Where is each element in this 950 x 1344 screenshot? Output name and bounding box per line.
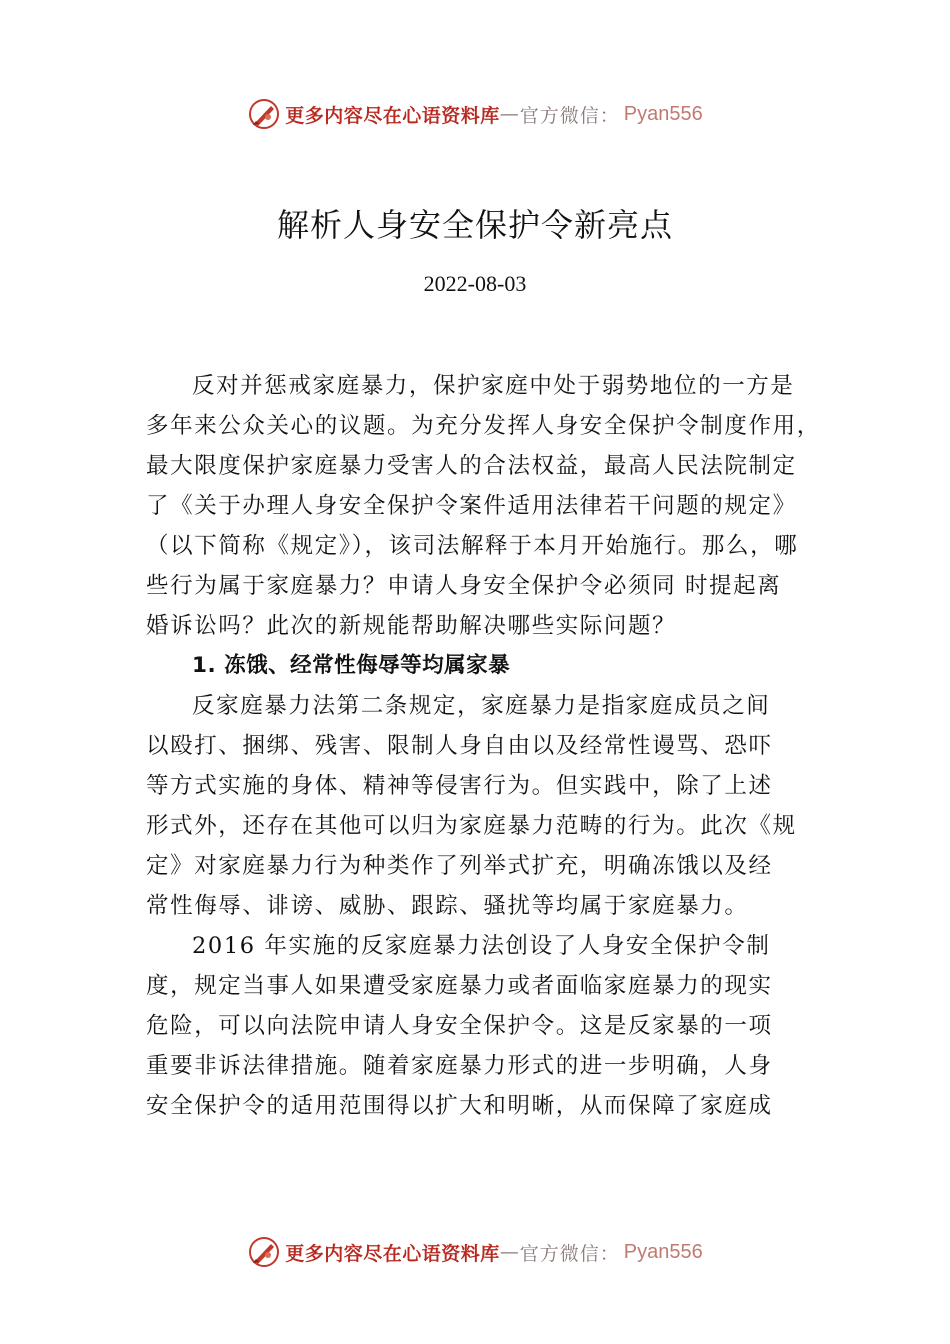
banner-main-text: 更多内容尽在心语资料库 [285, 1242, 500, 1265]
paragraph-line: 常性侮辱、诽谤、威胁、跟踪、骚扰等均属于家庭暴力。 [146, 893, 749, 919]
paragraph-line: 定》对家庭暴力行为种类作了列举式扩充，明确冻饿以及经 [146, 853, 773, 879]
banner-dash: — [499, 103, 520, 125]
paragraph-line: 危险，可以向法院申请人身安全保护令。这是反家暴的一项 [146, 1013, 773, 1039]
paragraph-line: 多年来公众关心的议题。为充分发挥人身安全保护令制度作用， [146, 413, 821, 439]
paragraph-line: 安全保护令的适用范围得以扩大和明晰，从而保障了家庭成 [146, 1093, 773, 1119]
paragraph-line: 了《关于办理人身安全保护令案件适用法律若干问题的规定》 [146, 493, 797, 519]
footer-banner [0, 1232, 950, 1272]
section-heading: 1. 冻饿、经常性侮辱等均属家暴 [192, 653, 511, 678]
banner-wechat-id: Pyan556 [623, 102, 703, 125]
banner-dash: — [499, 1241, 520, 1263]
paragraph-line: 反对并惩戒家庭暴力，保护家庭中处于弱势地位的一方是 [192, 373, 795, 399]
paragraph-line: 反家庭暴力法第二条规定，家庭暴力是指家庭成员之间 [192, 693, 771, 719]
paragraph-line: （以下简称《规定》），该司法解释于本月开始施行。那么，哪 [146, 533, 799, 559]
paragraph-line: 度，规定当事人如果遭受家庭暴力或者面临家庭暴力的现实 [146, 973, 773, 999]
paragraph-line: 2016 年实施的反家庭暴力法创设了人身安全保护令制 [192, 933, 771, 959]
paragraph-line: 最大限度保护家庭暴力受害人的合法权益，最高人民法院制定 [146, 453, 797, 479]
paragraph-line: 以殴打、捆绑、残害、限制人身自由以及经常性谩骂、恐吓 [146, 733, 773, 759]
header-banner [0, 94, 950, 134]
banner-main-text: 更多内容尽在心语资料库 [285, 104, 500, 127]
paragraph-line: 些行为属于家庭暴力？申请人身安全保护令必须同 时提起离 [146, 573, 782, 599]
paragraph-line: 重要非诉法律措施。随着家庭暴力形式的进一步明确，人身 [146, 1053, 773, 1079]
banner-official-label: 官方微信： [519, 104, 620, 127]
banner-wechat-id: Pyan556 [623, 1240, 703, 1263]
article-body [146, 366, 836, 1126]
page-title: 解析人身安全保护令新亮点 [276, 206, 673, 244]
pen-logo-icon [247, 97, 281, 131]
paragraph-line: 等方式实施的身体、精神等侵害行为。但实践中，除了上述 [146, 773, 773, 799]
publish-date: 2022-08-03 [423, 271, 527, 296]
paragraph-line: 婚诉讼吗？此次的新规能帮助解决哪些实际问题？ [146, 613, 677, 639]
paragraph-line: 形式外，还存在其他可以归为家庭暴力范畴的行为。此次《规 [146, 813, 797, 839]
banner-official-label: 官方微信： [519, 1242, 620, 1265]
pen-logo-icon [247, 1235, 281, 1269]
